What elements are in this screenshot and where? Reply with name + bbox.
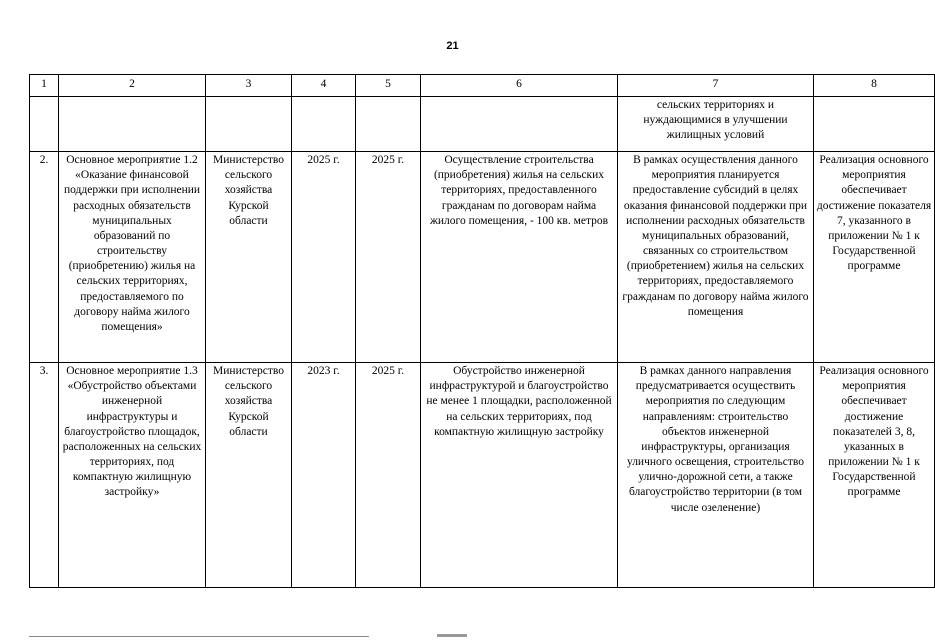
measure-name: Основное мероприятие 1.3 «Обустройство объектами инженерной инфраструктуры и благоустройство площадок, расположенных на сельских территориях, под компактную жилищную застройку» (59, 363, 206, 588)
measure-description: В рамках данного направления предусматривается осуществить мероприятия по следующим направлениям: строительство объектов инженерной инфраструктуры, организация уличного освещения, строительство улично-дорожной сети, а также благоустройство территории (в том числе озеленение) (618, 363, 814, 588)
executor: Министерство сельского хозяйства Курской области (206, 152, 292, 363)
column-header: 8 (814, 75, 935, 97)
end-year: 2025 г. (356, 152, 421, 363)
row-number: 2. (30, 152, 59, 363)
scan-edge-mark (437, 634, 467, 637)
table-cell (814, 97, 935, 152)
measures-table (29, 74, 935, 588)
measure-description: В рамках осуществления данного мероприятия планируется предоставление субсидий в целях оказания финансовой поддержки при исполнении расходных обязательств муниципальных образований, связанных со строительством (приобретением) жилья на сельских территориях, предоставляемого гражданам по договору найма жилого помещения (618, 152, 814, 363)
table-row (30, 363, 935, 588)
start-year: 2025 г. (292, 152, 356, 363)
table-cell (356, 97, 421, 152)
indicator-link: Реализация основного мероприятия обеспечивает достижение показателя 7, указанного в приложении № 1 к Государственной программе (814, 152, 935, 363)
column-header: 1 (30, 75, 59, 97)
measure-name: Основное мероприятие 1.2 «Оказание финансовой поддержки при исполнении расходных обязательств муниципальных образований по строительству (приобретению) жилья на сельских территориях, предоставляемого по договору найма жилого помещения» (59, 152, 206, 363)
table-cell (292, 97, 356, 152)
start-year: 2023 г. (292, 363, 356, 588)
end-year: 2025 г. (356, 363, 421, 588)
column-header: 4 (292, 75, 356, 97)
column-header: 5 (356, 75, 421, 97)
column-header: 6 (421, 75, 618, 97)
table-row (30, 152, 935, 363)
scan-edge-line (29, 636, 369, 637)
table-cell (206, 97, 292, 152)
row-number: 3. (30, 363, 59, 588)
table-cell (59, 97, 206, 152)
column-header: 2 (59, 75, 206, 97)
expected-result: Осуществление строительства (приобретения) жилья на сельских территориях, предоставленного гражданам по договорам найма жилого помещения, - 100 кв. метров (421, 152, 618, 363)
table-cell (421, 97, 618, 152)
table-header-row (30, 75, 935, 97)
column-header: 7 (618, 75, 814, 97)
executor: Министерство сельского хозяйства Курской области (206, 363, 292, 588)
expected-result: Обустройство инженерной инфраструктурой и благоустройство не менее 1 площадки, расположенной на сельских территориях, под компактную жилищную застройку (421, 363, 618, 588)
indicator-link: Реализация основного мероприятия обеспечивает достижение показателей 3, 8, указанных в приложении № 1 к Государственной программе (814, 363, 935, 588)
column-header: 3 (206, 75, 292, 97)
continuation-description: сельских территориях и нуждающимися в улучшении жилищных условий (618, 97, 814, 152)
page-number: 21 (446, 40, 459, 52)
table-cell (30, 97, 59, 152)
table-row-continuation (30, 97, 935, 152)
